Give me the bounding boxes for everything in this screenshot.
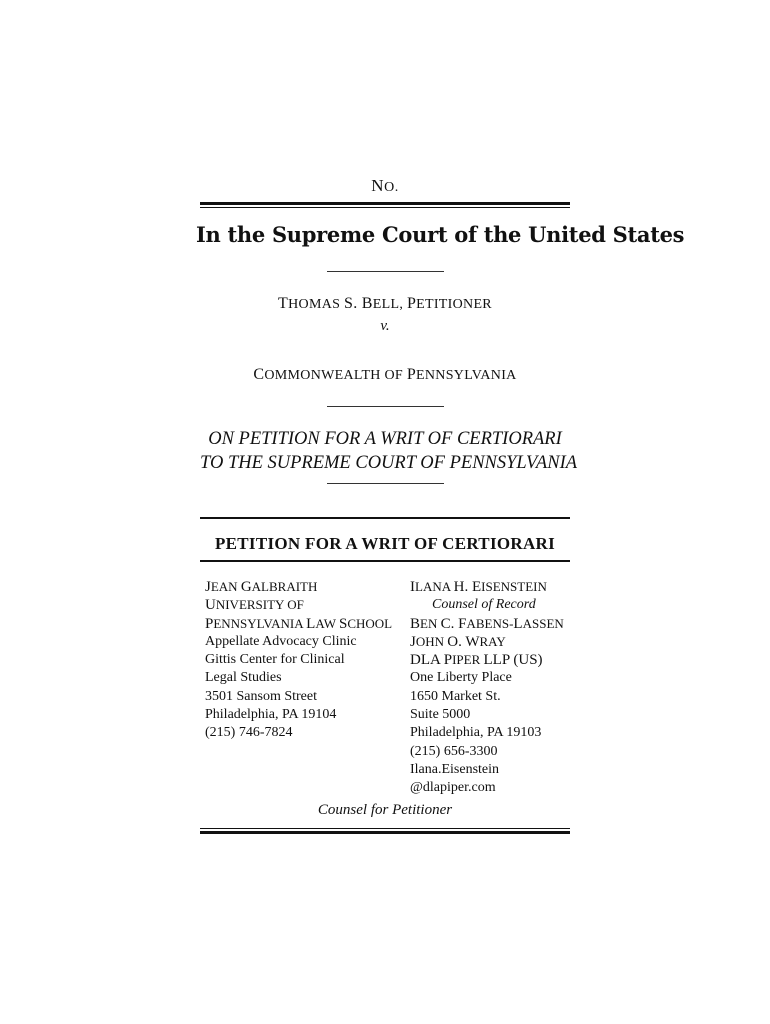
court-title: In the Supreme Court of the United States: [196, 222, 685, 247]
name-capital: I: [410, 579, 415, 595]
counsel-line: Ilana.Eisenstein: [410, 761, 500, 777]
name-capital: P: [406, 366, 417, 383]
counsel-line: Suite 5000: [410, 707, 471, 723]
name-small-caps: EAN: [210, 579, 241, 594]
name-capital: LLP (US): [483, 652, 543, 669]
counsel-line: [410, 615, 564, 633]
name-capital: B: [410, 615, 421, 632]
counsel-line: [410, 633, 564, 651]
on-petition-line-1: ON PETITION FOR A WRIT OF CERTIORARI: [208, 429, 562, 449]
name-capital: P: [205, 615, 214, 632]
name-small-caps: NIVERSITY OF: [215, 597, 304, 613]
counsel-line: [205, 615, 392, 633]
counsel-line: 1650 Market St.: [410, 688, 501, 704]
name-capital: U: [205, 597, 216, 614]
counsel-line: [205, 596, 392, 614]
name-small-caps: CHOOL: [347, 615, 393, 631]
bottom-rule-thick: [200, 831, 570, 834]
heading-rule-bottom: [200, 560, 570, 562]
name-small-caps: ETITIONER: [416, 297, 492, 312]
counsel-line: @dlapiper.com: [410, 780, 496, 796]
counsel-line: Legal Studies: [205, 670, 282, 686]
divider-1: [327, 271, 444, 272]
name-small-caps: ABENS-: [466, 615, 514, 631]
name-small-caps: HOMAS: [288, 297, 344, 312]
name-small-caps: LANA: [415, 579, 454, 594]
name-capital: C. F: [440, 615, 467, 632]
counsel-line: Philadelphia, PA 19103: [410, 725, 542, 741]
name-capital: J: [205, 579, 211, 595]
counsel-line: One Liberty Place: [410, 670, 512, 686]
name-capital: H. E: [453, 579, 482, 595]
name-capital: T: [278, 295, 289, 312]
top-rule-thick: [200, 202, 570, 205]
counsel-line: Gittis Center for Clinical: [205, 652, 345, 668]
name-small-caps: EN: [420, 615, 441, 631]
counsel-line: Appellate Advocacy Clinic: [205, 633, 357, 649]
bottom-rule-thin: [200, 828, 570, 829]
name-capital: L: [513, 615, 523, 632]
counsel-line: 3501 Sansom Street: [205, 688, 317, 704]
right-counsel-block: [410, 578, 564, 798]
name-small-caps: ISENSTEIN: [481, 579, 547, 594]
name-capital: P: [406, 295, 417, 312]
counsel-line: [410, 578, 564, 596]
counsel-line: [410, 651, 564, 669]
counsel-line: (215) 656-3300: [410, 743, 498, 759]
counsel-line: (215) 746-7824: [205, 725, 293, 741]
versus-label: v.: [380, 318, 390, 334]
name-small-caps: ENNSYLVANIA: [416, 368, 517, 383]
name-small-caps: OMMONWEALTH OF: [264, 368, 407, 383]
top-rule-thin: [200, 207, 570, 208]
name-capital: S. B: [344, 295, 373, 312]
name-small-caps: ELL,: [372, 297, 407, 312]
petitioner-line: [200, 295, 570, 313]
name-capital: G: [240, 579, 252, 595]
divider-3: [327, 483, 444, 484]
on-petition-line-2: TO THE SUPREME COURT OF PENNSYLVANIA: [200, 453, 578, 473]
name-small-caps: ALBRAITH: [251, 579, 318, 594]
name-capital: DLA P: [410, 652, 453, 669]
heading-rule-top: [200, 517, 570, 519]
name-small-caps: AW: [315, 615, 339, 631]
respondent-line: [200, 366, 570, 384]
petition-heading: PETITION FOR A WRIT OF CERTIORARI: [214, 534, 556, 553]
counsel-line: [205, 578, 392, 596]
name-small-caps: OHN: [415, 633, 448, 649]
name-capital: J: [410, 633, 416, 650]
name-capital: S: [338, 615, 348, 632]
name-small-caps: RAY: [479, 633, 506, 649]
docket-label-initial: N: [371, 176, 385, 195]
counsel-for-petitioner: Counsel for Petitioner: [317, 802, 453, 818]
docket-number: [200, 176, 570, 196]
counsel-of-record-label: Counsel of Record: [432, 597, 536, 613]
name-small-caps: IPER: [452, 652, 484, 668]
name-small-caps: ENNSYLVANIA: [213, 615, 307, 631]
docket-label-rest: O.: [384, 180, 399, 195]
divider-2: [327, 406, 444, 407]
counsel-line: Philadelphia, PA 19104: [205, 707, 337, 723]
name-small-caps: ASSEN: [522, 615, 564, 631]
name-capital: C: [253, 366, 265, 383]
name-capital: O. W: [447, 633, 480, 650]
left-counsel-block: [205, 578, 392, 743]
name-capital: L: [306, 615, 316, 632]
